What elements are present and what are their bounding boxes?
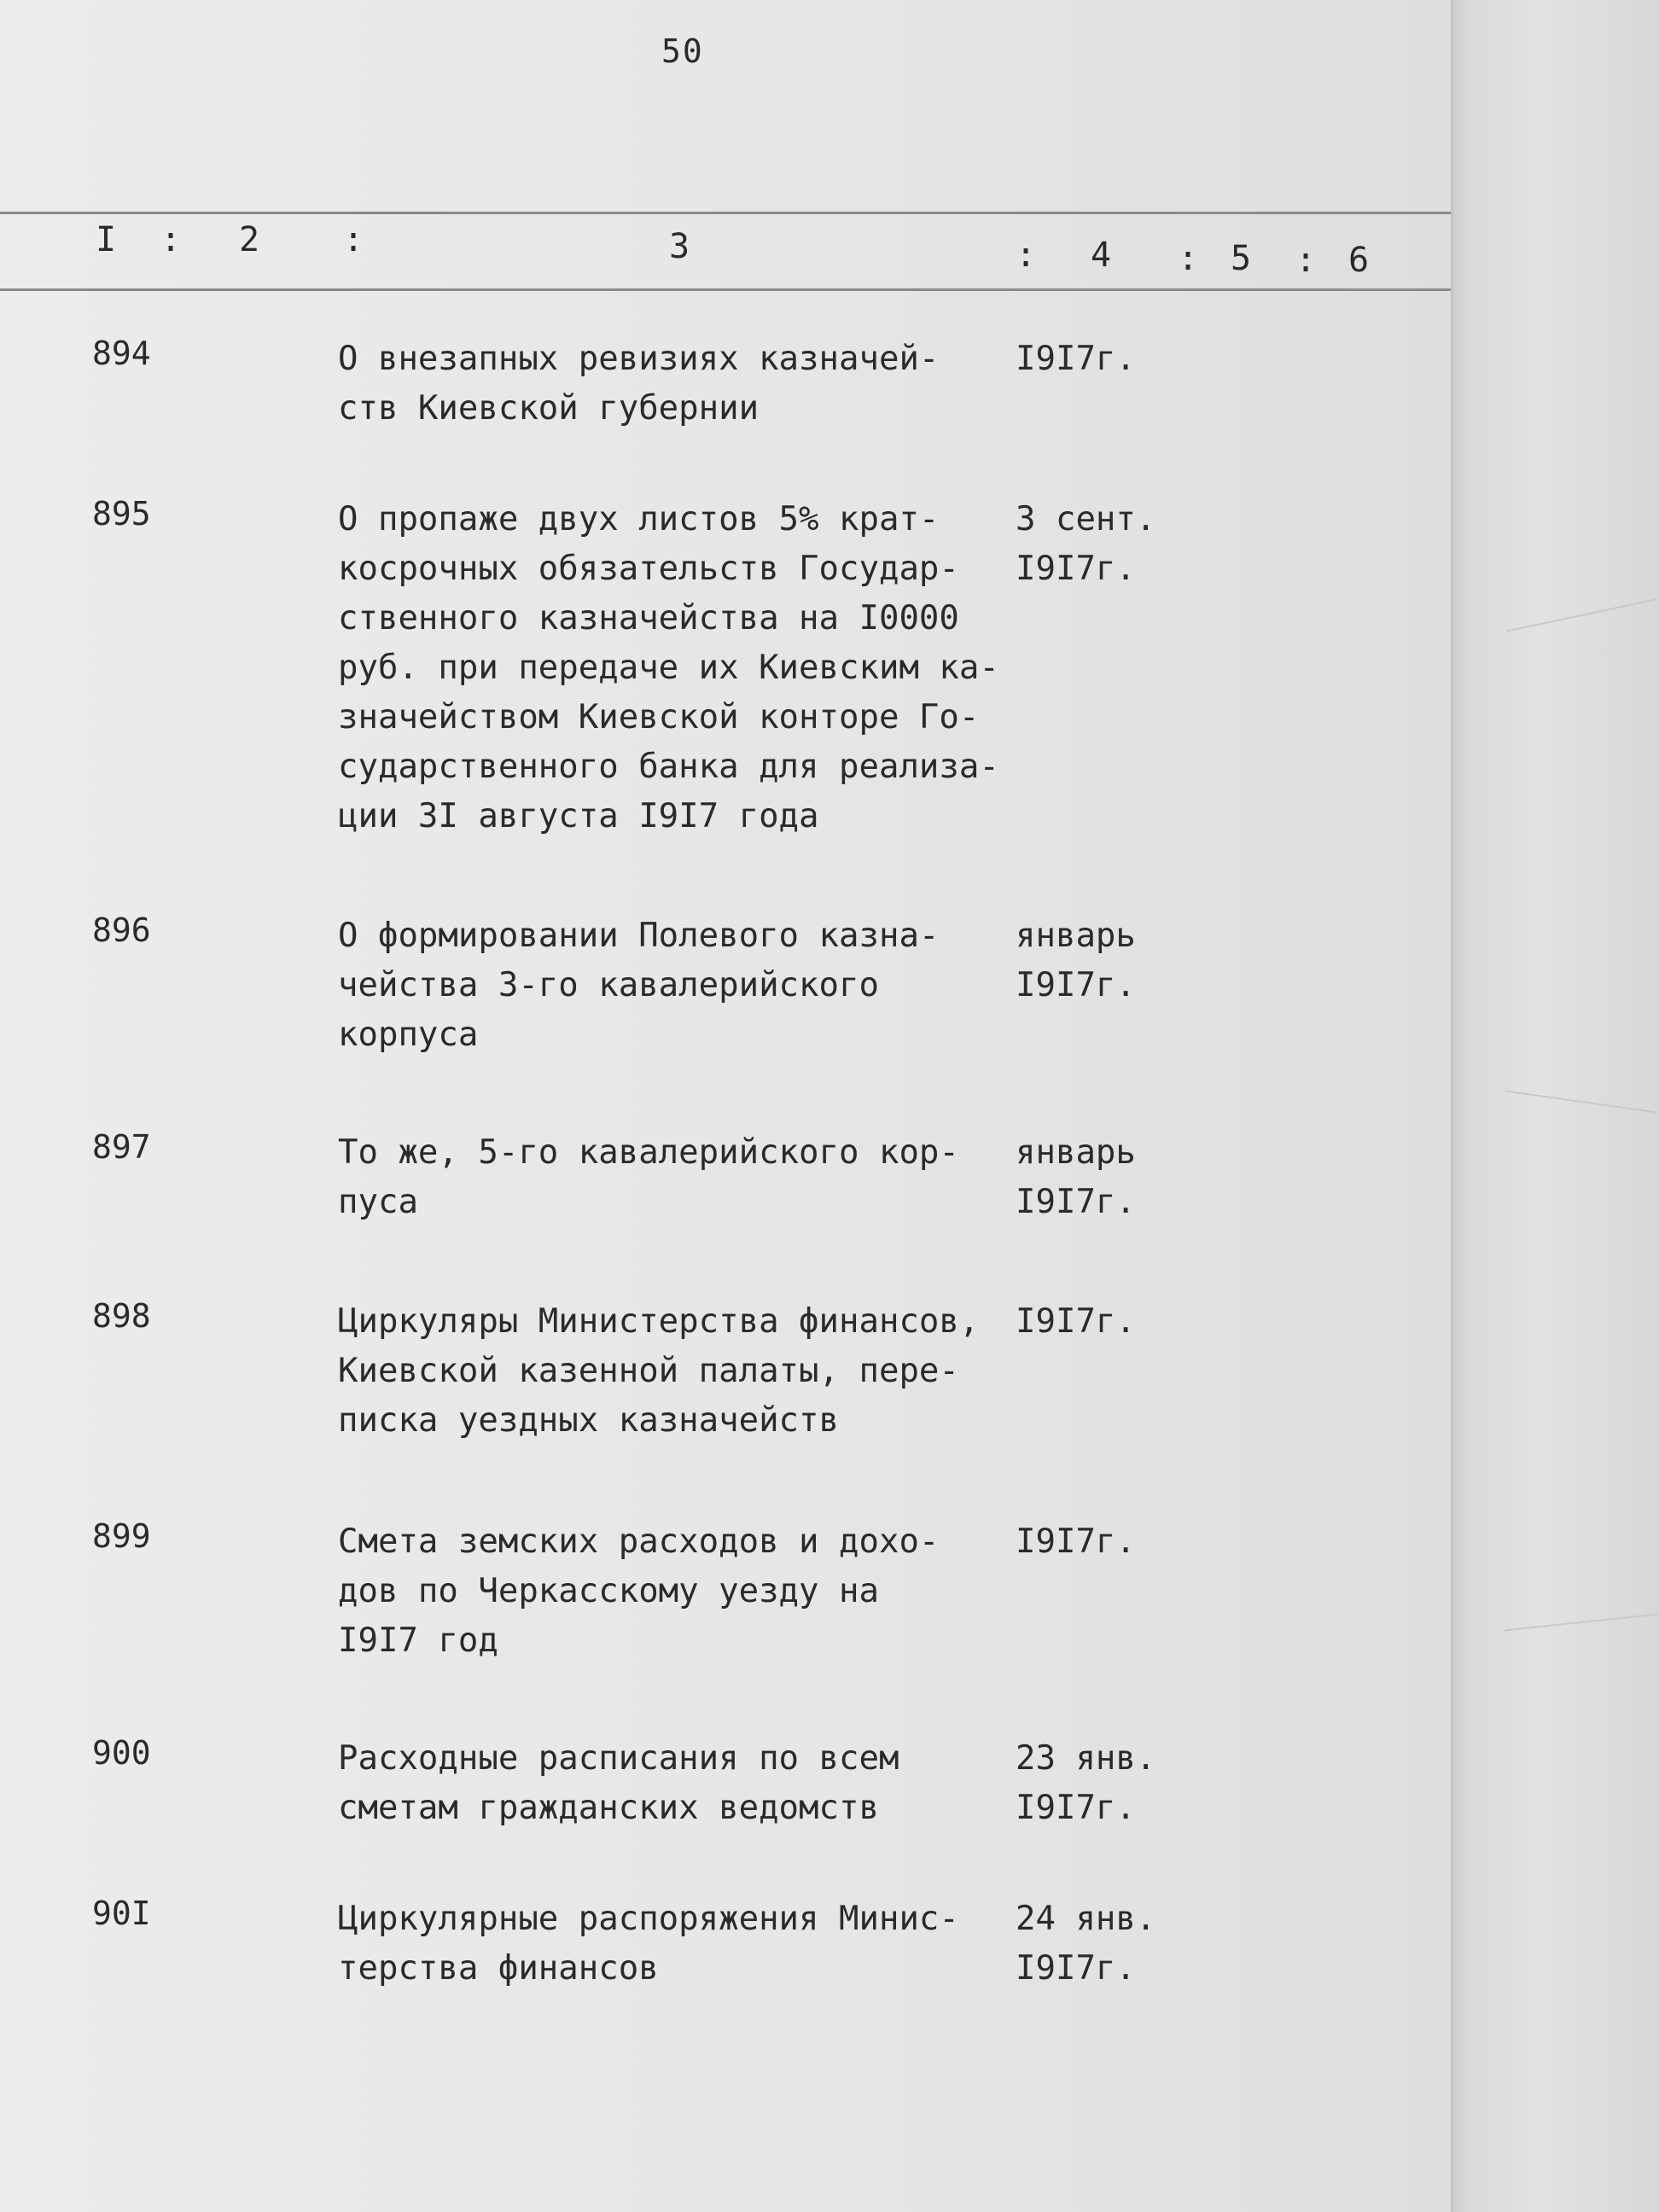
entry-number: 894 [92, 335, 151, 372]
entry-date-line: I9I7г. [1016, 1522, 1136, 1561]
entry-title-line: дов по Черкасскому уезду на [338, 1572, 879, 1610]
entry-date-line: I9I7г. [1016, 340, 1136, 378]
entry-title-line: Циркуляры Министерства финансов, [338, 1302, 980, 1341]
entry-date-line: 23 янв. [1016, 1739, 1156, 1778]
entry-number: 899 [92, 1517, 151, 1555]
header-top-rule [0, 212, 1461, 214]
paper-crease [1506, 598, 1656, 632]
entry-title [338, 1734, 1038, 1833]
entry-date-line: I9I7г. [1016, 1183, 1136, 1221]
column-header-sep-2: : [343, 220, 364, 259]
column-header-1: I [96, 220, 117, 259]
entry-number: 895 [92, 495, 151, 533]
entry-title-line: терства финансов [338, 1949, 659, 1988]
entry-date-line: I9I7г. [1016, 550, 1136, 588]
entry-title-line: О внезапных ревизиях казначей- [338, 340, 940, 378]
entry-number: 90I [92, 1895, 151, 1932]
entry-number: 900 [92, 1734, 151, 1772]
entry-title-line: I9I7 год [338, 1621, 498, 1660]
entry-title-line: То же, 5-го кавалерийского кор- [338, 1133, 959, 1172]
column-header-sep-3: : [1016, 236, 1037, 275]
entry-date [1016, 1895, 1155, 1994]
entry-title-line: сударственного банка для реализа- [338, 748, 999, 786]
entry-date-line: январь [1016, 917, 1136, 955]
entry-number: 897 [92, 1128, 151, 1166]
column-header-6: 6 [1348, 241, 1370, 280]
header-bottom-rule [0, 288, 1461, 291]
entry-date [1016, 335, 1136, 384]
entry-date [1016, 495, 1155, 594]
entry-title [338, 911, 1038, 1060]
entry-title-line: сметам гражданских ведомств [338, 1789, 879, 1827]
entry-title [338, 495, 1038, 841]
entry-title [338, 1128, 1038, 1227]
entry-title [338, 1517, 1038, 1666]
entry-date [1016, 911, 1136, 1010]
entry-title-line: ств Киевской губернии [338, 389, 760, 428]
entry-title-line: О формировании Полевого казна- [338, 917, 940, 955]
page-number: 50 [661, 32, 704, 70]
entry-date-line: 3 сент. [1016, 500, 1156, 538]
entry-title-line: Расходные расписания по всем [338, 1739, 899, 1778]
entry-title [338, 1895, 1038, 1994]
paper-crease [1505, 1614, 1657, 1632]
column-header-sep-4: : [1178, 239, 1199, 278]
entry-date-line: I9I7г. [1016, 1949, 1136, 1988]
column-header-4: 4 [1091, 236, 1112, 275]
entry-date-line: январь [1016, 1133, 1136, 1172]
entry-title-line: корпуса [338, 1016, 479, 1054]
underlying-page-edge [1451, 0, 1659, 2212]
entry-date-line: I9I7г. [1016, 1789, 1136, 1827]
entry-title [338, 1297, 1038, 1446]
entry-title-line: Киевской казенной палаты, пере- [338, 1352, 959, 1390]
column-header-3: 3 [669, 227, 690, 266]
entry-title-line: ции 3I августа I9I7 года [338, 797, 819, 835]
entry-date [1016, 1734, 1155, 1833]
entry-title-line: писка уездных казначейств [338, 1401, 839, 1440]
entry-title-line: значейством Киевской конторе Го- [338, 698, 980, 736]
entry-date-line: I9I7г. [1016, 966, 1136, 1004]
entry-number: 896 [92, 911, 151, 949]
entry-title-line: косрочных обязательств Государ- [338, 550, 959, 588]
entry-date [1016, 1297, 1136, 1347]
column-header-sep-5: : [1295, 241, 1317, 280]
entry-date [1016, 1128, 1136, 1227]
entry-title-line: пуса [338, 1183, 418, 1221]
paper-crease [1505, 1090, 1658, 1113]
entry-title-line: Циркулярные распоряжения Минис- [338, 1900, 959, 1938]
entry-title-line: руб. при передаче их Киевским ка- [338, 649, 999, 687]
entry-title [338, 335, 1038, 434]
entry-date-line: 24 янв. [1016, 1900, 1156, 1938]
entry-date [1016, 1517, 1136, 1567]
column-header [0, 220, 1461, 280]
column-header-sep-1: : [160, 220, 182, 259]
column-header-5: 5 [1231, 239, 1252, 278]
entry-title-line: чейства 3-го кавалерийского [338, 966, 879, 1004]
column-header-2: 2 [239, 220, 260, 259]
entry-title-line: Смета земских расходов и дохо- [338, 1522, 940, 1561]
entry-date-line: I9I7г. [1016, 1302, 1136, 1341]
entry-number: 898 [92, 1297, 151, 1335]
entry-title-line: О пропаже двух листов 5% крат- [338, 500, 940, 538]
entry-title-line: ственного казначейства на I0000 [338, 599, 959, 637]
